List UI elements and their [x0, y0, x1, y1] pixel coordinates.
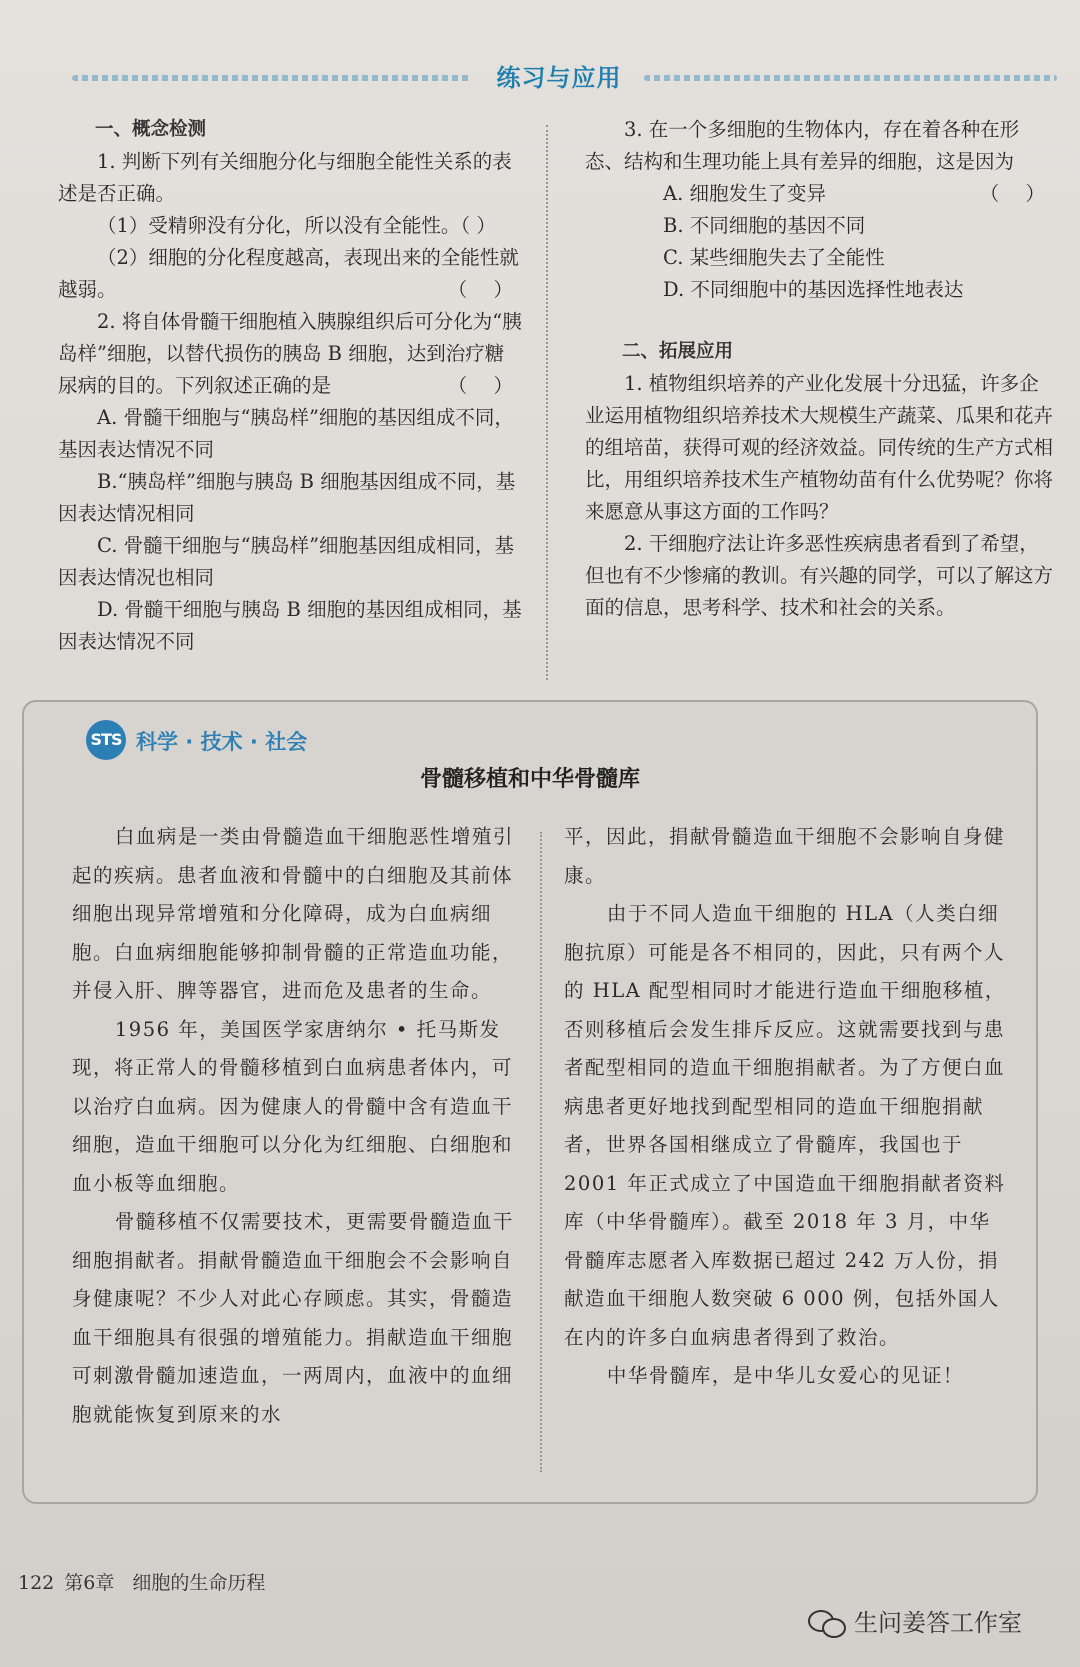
sts-paragraph: 由于不同人造血干细胞的 HLA（人类白细胞抗原）可能是各不相同的，因此，只有两个人的 HLA 配型相同时才能进行造血干细胞移植，否则移植后会发生排斥反应。这就需要找到与患者配型相同的造血干细胞捐献者。为了方便白血病患者更好地找到配型相同的造血干细胞捐献者，世界各国相继成立了骨髓库，我国也于 2001 年正式成立了中国造血干细胞捐献者资料库（中华骨髓库）。截至 2018 年 3 月，中华骨髓库志愿者入库数据已超过 242 万人份，捐献造血干细胞人数突破 6 000 例，包括外国人在内的许多白血病患者得到了救治。 [564, 902, 1006, 1349]
sts-paragraph: 中华骨髓库，是中华儿女爱心的见证！ [606, 1364, 964, 1387]
wave-divider-right [644, 75, 1057, 81]
extension-1: 1. 植物组织培养的产业化发展十分迅猛，许多企业运用植物组织培养技术大规模生产蔬菜、瓜果和花卉的组培苗，获得可观的经济效益。同传统的生产方式相比，用组织培养技术生产植物幼苗有什么优势呢？你将来愿意从事这方面的工作吗？ [585, 372, 1054, 523]
answer-paren: （ ） [447, 278, 523, 301]
question-3-option-c: C. 某些细胞失去了全能性 [663, 246, 885, 269]
question-3-option-a: A. 细胞发生了变异 [663, 182, 826, 205]
sts-paragraph: 骨髓移植不仅需要技术，更需要骨髓造血干细胞捐献者。捐献骨髓造血干细胞会不会影响自身健康呢？不少人对此心存顾虑。其实，骨髓造血干细胞具有很强的增殖能力。捐献造血干细胞可刺激骨髓加速造血，一两周内，血液中的血细胞就能恢复到原来的水 [72, 1210, 514, 1426]
question-1-item-1: （1）受精卵没有分化，所以没有全能性。（ ） [97, 214, 496, 237]
column-divider [546, 125, 548, 680]
sts-paragraph: 1956 年，美国医学家唐纳尔 • 托马斯发现，将正常人的骨髓移植到白血病患者体内，可以治疗白血病。因为健康人的骨髓中含有造血干细胞，造血干细胞可以分化为红细胞、白细胞和血小板等血细胞。 [72, 1017, 514, 1195]
exercise-right-column [585, 114, 1055, 624]
page-number: 122 [18, 1572, 55, 1594]
answer-paren: （ ） [447, 374, 523, 397]
chapter-number: 第6章 [64, 1572, 115, 1594]
watermark [808, 1603, 1022, 1638]
question-3-option-d: D. 不同细胞中的基因选择性地表达 [663, 278, 964, 301]
question-2-option-a: A. 骨髓干细胞与“胰岛样”细胞的基因组成不同，基因表达情况不同 [58, 406, 514, 461]
chapter-name: 细胞的生命历程 [132, 1572, 266, 1594]
question-1-item-2-text: （2）细胞的分化程度越高，表现出来的全能性就越弱。 [58, 246, 519, 301]
question-2-option-c: C. 骨髓干细胞与“胰岛样”细胞基因组成相同，基因表达情况也相同 [58, 534, 515, 589]
heading-concept-check: 一、概念检测 [95, 119, 207, 140]
sts-right-column [564, 818, 1010, 1396]
question-1-stem: 1. 判断下列有关细胞分化与细胞全能性关系的表述是否正确。 [58, 150, 512, 205]
sts-feature-box [22, 700, 1038, 1504]
extension-2: 2. 干细胞疗法让许多恶性疾病患者看到了希望，但也有不少惨痛的教训。有兴趣的同学，可以了解这方面的信息，思考科学、技术和社会的关系。 [585, 532, 1054, 619]
question-2-option-d: D. 骨髓干细胞与胰岛 B 细胞的基因组成相同，基因表达情况不同 [58, 598, 522, 653]
heading-extension: 二、拓展应用 [622, 341, 734, 362]
sts-article-title: 骨髓移植和中华骨髓库 [419, 767, 640, 792]
sts-label: 科学 · 技术 · 社会 [136, 730, 308, 754]
sts-badge-icon: STS [86, 720, 126, 760]
question-2-stem [58, 306, 523, 402]
exercise-left-column [58, 114, 523, 658]
answer-paren: （ ） [979, 182, 1055, 205]
question-2-option-b: B.“胰岛样”细胞与胰岛 B 细胞基因组成不同，基因表达情况相同 [58, 470, 516, 525]
sts-column-divider [540, 832, 542, 1472]
section-title: 练习与应用 [496, 64, 622, 92]
question-3-stem-text: 3. 在一个多细胞的生物体内，存在着各种在形态、结构和生理功能上具有差异的细胞，这是因为 [585, 118, 1020, 173]
section-header [72, 58, 1057, 98]
sts-paragraph: 平，因此，捐献骨髓造血干细胞不会影响自身健康。 [564, 825, 1006, 887]
sts-paragraph: 白血病是一类由骨髓造血干细胞恶性增殖引起的疾病。患者血液和骨髓中的白细胞及其前体细胞出现异常增殖和分化障碍，成为白血病细胞。白血病细胞能够抑制骨髓的正常造血功能，并侵入肝、脾等器官，进而危及患者的生命。 [72, 825, 514, 1002]
sts-left-column [72, 818, 518, 1434]
wechat-icon [808, 1610, 848, 1638]
wave-divider-left [72, 75, 470, 81]
question-2-stem-text: 2. 将自体骨髓干细胞植入胰腺组织后可分化为“胰岛样”细胞，以替代损伤的胰岛 B 细胞，达到治疗糖尿病的目的。下列叙述正确的是 [58, 310, 522, 397]
question-1-item-2 [58, 242, 523, 306]
watermark-text: 生问姜答工作室 [854, 1609, 1022, 1637]
page-footer [18, 1568, 265, 1595]
question-3-option-b: B. 不同细胞的基因不同 [663, 214, 866, 237]
